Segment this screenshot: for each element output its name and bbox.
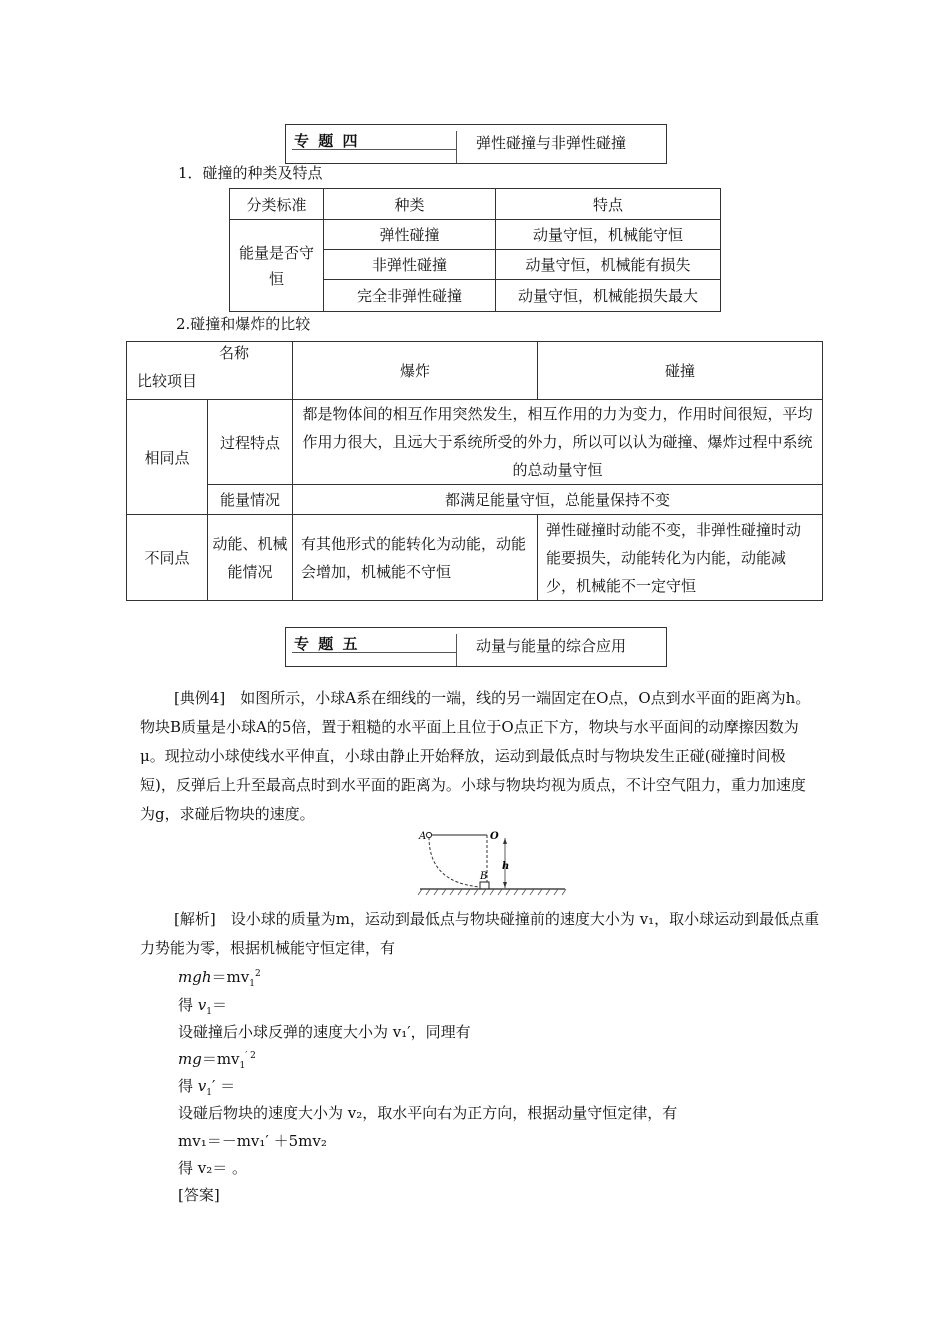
- header-kind: 种类: [324, 189, 496, 220]
- label-a: A: [419, 831, 427, 842]
- topic5-title: 动量与能量的综合应用: [476, 637, 627, 655]
- header-feature: 特点: [496, 189, 721, 220]
- same-cell: 相同点: [127, 400, 208, 515]
- topic4-title: 弹性碰撞与非弹性碰撞: [476, 134, 627, 152]
- energy-label: 能量情况: [208, 485, 293, 515]
- solution-line-6: 设碰后物块的速度大小为 v₂，取水平向右为正方向，根据动量守恒定律，有: [178, 1104, 678, 1122]
- corner-top: 名称: [219, 344, 250, 362]
- topic4-label: 专 题 四: [294, 132, 360, 150]
- ke-collision: 弹性碰撞时动能不变，非弹性碰撞时动能要损失，动能转化为内能，动能减少，机械能不一定守恒: [538, 515, 823, 601]
- criterion-cell: 能量是否守恒: [230, 220, 324, 312]
- topic5-label: 专 题 五: [294, 635, 360, 653]
- kind-cell: 非弹性碰撞: [324, 250, 496, 280]
- ball-a: [426, 832, 431, 837]
- section1-heading: 1．碰撞的种类及特点: [178, 164, 323, 182]
- pendulum-figure: [415, 825, 575, 900]
- process-text: 都是物体间的相互作用突然发生，相互作用的力为变力，作用时间很短，平均作用力很大，且远大于系统所受的外力，所以可以认为碰撞、爆炸过程中系统的总动量守恒: [293, 400, 823, 485]
- solution-intro: [解析] 设小球的质量为m，运动到最低点与物块碰撞前的速度大小为 v₁，取小球运动到最低点重力势能为零，根据机械能守恒定律，有: [140, 910, 820, 957]
- section2-heading: 2.碰撞和爆炸的比较: [176, 315, 311, 333]
- kind-cell: 弹性碰撞: [324, 220, 496, 250]
- feature-cell: 动量守恒，机械能守恒: [496, 220, 721, 250]
- result-v2: 得 v₂＝ 。: [178, 1159, 248, 1177]
- ke-label: 动能、机械能情况: [208, 515, 293, 601]
- equation-1: $mgh=mv_1^2$: [178, 968, 261, 989]
- corner-bottom: 比较项目: [137, 372, 198, 390]
- solution-line-3: 设碰撞后小球反弹的速度大小为 v₁′，同理有: [178, 1023, 471, 1041]
- col-explosion: 爆炸: [293, 342, 538, 400]
- example-text: [典例4] 如图所示，小球A系在细线的一端，线的另一端固定在O点，O点到水平面的距离为h。物块B质量是小球A的5倍，置于粗糙的水平面上且位于O点正下方，物块与水平面间的动摩擦因数为 μ。现拉动小球使线水平伸直，小球由静止开始释放，运动到最低点时与物块发生正碰(碰撞时间极短)，反弹后上升至最高点时到水平面的距离为。小球与物块均视为质点，不计空气阻力，重力加速度为g，求碰后物块的速度。: [140, 689, 811, 823]
- comparison-table: [126, 341, 823, 601]
- result-v1-prime: 得 $v_1'$ ＝: [178, 1077, 236, 1098]
- collision-types-table: [229, 188, 721, 312]
- col-collision: 碰撞: [538, 342, 823, 400]
- answer-label: [答案]: [178, 1186, 220, 1204]
- label-h: h: [502, 861, 510, 872]
- topic4-banner: [285, 124, 667, 164]
- equation-2: $mg=mv_1^{' 2}$: [178, 1050, 256, 1071]
- process-label: 过程特点: [208, 400, 293, 485]
- block-b: [480, 882, 489, 889]
- energy-text: 都满足能量守恒，总能量保持不变: [293, 485, 823, 515]
- corner-cell: [127, 342, 293, 400]
- kind-cell: 完全非弹性碰撞: [324, 280, 496, 312]
- feature-cell: 动量守恒，机械能有损失: [496, 250, 721, 280]
- feature-cell: 动量守恒，机械能损失最大: [496, 280, 721, 312]
- header-criterion: 分类标准: [230, 189, 324, 220]
- diff-cell: 不同点: [127, 515, 208, 601]
- result-v1: 得 $v_1=$: [178, 996, 228, 1017]
- topic5-banner: [285, 627, 667, 667]
- label-b: B: [480, 871, 488, 882]
- equation-3: mv₁＝－mv₁′ ＋5mv₂: [178, 1132, 327, 1150]
- label-o: O: [490, 831, 499, 842]
- ke-explosion: 有其他形式的能转化为动能，动能会增加，机械能不守恒: [293, 515, 538, 601]
